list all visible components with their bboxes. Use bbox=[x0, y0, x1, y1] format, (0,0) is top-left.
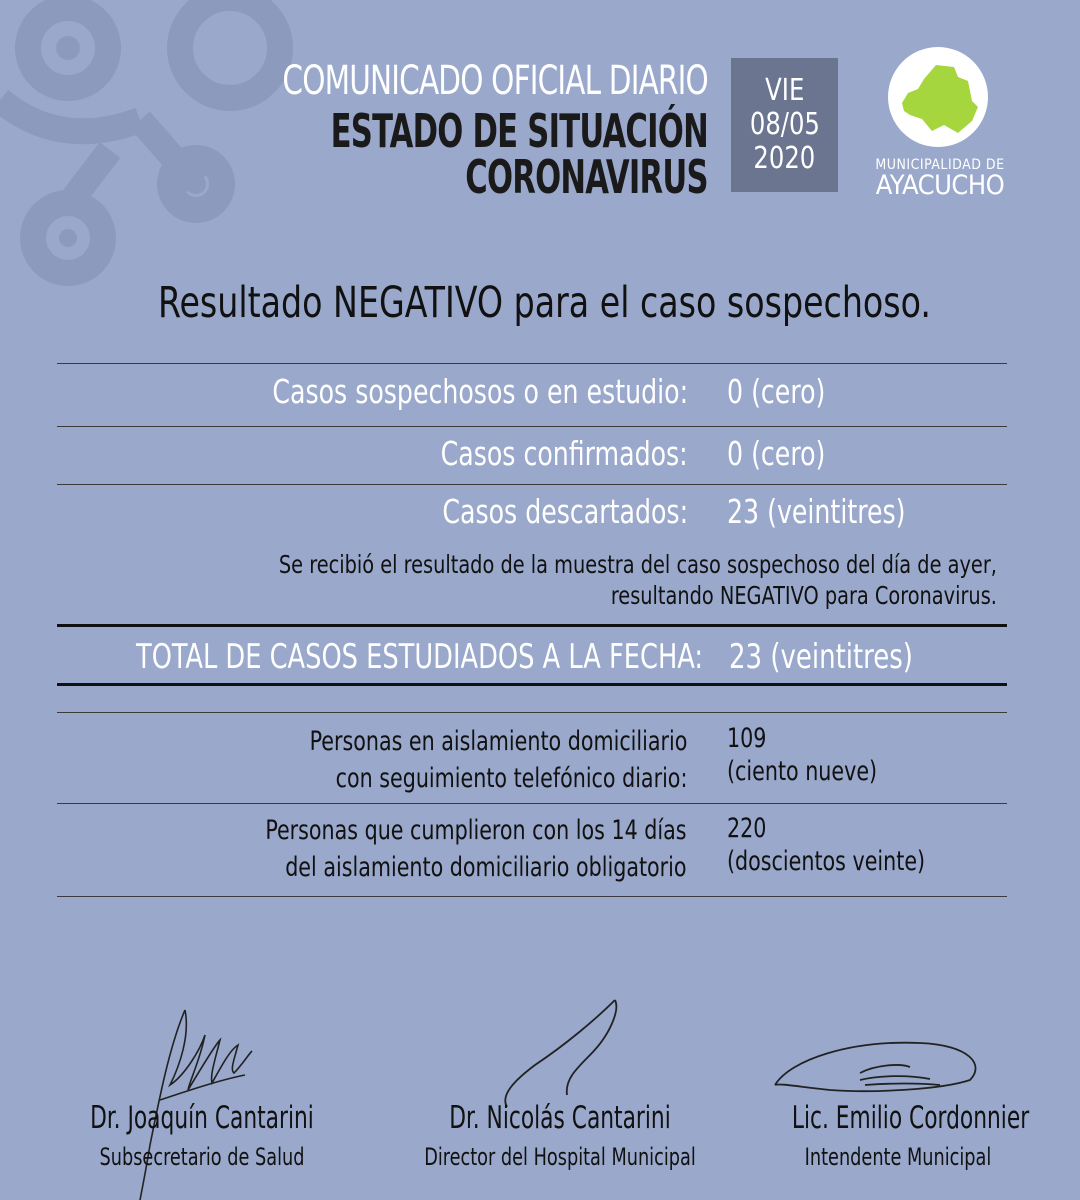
date-badge bbox=[731, 58, 838, 192]
molecule-decoration-icon bbox=[0, 0, 320, 300]
divider bbox=[57, 484, 1007, 485]
logo-municipalidad-text: MUNICIPALIDAD DE bbox=[875, 157, 1005, 173]
isolation-tracked-words: (ciento nueve) bbox=[727, 756, 878, 787]
signature-3-icon bbox=[770, 1035, 985, 1095]
isolation-tracked-label-line2: con seguimiento telefónico diario: bbox=[335, 763, 687, 794]
isolation-completed-value bbox=[727, 812, 925, 878]
isolation-completed-label bbox=[266, 812, 687, 886]
signature-2-role: Director del Hospital Municipal bbox=[424, 1143, 696, 1171]
date-year: 2020 bbox=[753, 141, 816, 176]
divider bbox=[57, 426, 1007, 427]
isolation-tracked-value bbox=[727, 722, 877, 788]
date-daymonth: 08/05 bbox=[749, 107, 820, 142]
cases-discarded-label: Casos descartados: bbox=[442, 492, 688, 531]
signature-3-name: Lic. Emilio Cordonnier bbox=[791, 1100, 1030, 1136]
signature-3-role: Intendente Municipal bbox=[804, 1143, 992, 1171]
header-title-line2: ESTADO DE SITUACIÓN bbox=[330, 104, 708, 158]
isolation-completed-label-line2: del aislamiento domiciliario obligatorio bbox=[285, 852, 687, 883]
divider bbox=[57, 624, 1007, 627]
cases-confirmed-value: 0 (cero) bbox=[727, 434, 826, 473]
divider bbox=[57, 363, 1007, 364]
isolation-tracked-label bbox=[309, 723, 687, 797]
result-note-line2: resultando NEGATIVO para Coronavirus. bbox=[610, 581, 997, 610]
cases-suspected-value: 0 (cero) bbox=[727, 372, 826, 411]
divider bbox=[57, 896, 1007, 897]
total-cases-label: TOTAL DE CASOS ESTUDIADOS A LA FECHA: bbox=[135, 637, 703, 677]
result-note-line1: Se recibió el resultado de la muestra del caso sospechoso del día de ayer, bbox=[278, 550, 997, 579]
cases-confirmed-label: Casos confirmados: bbox=[440, 434, 688, 473]
signature-1-name: Dr. Joaquín Cantarini bbox=[90, 1100, 314, 1136]
signature-2-icon bbox=[495, 995, 635, 1115]
isolation-tracked-label-line1: Personas en aislamiento domiciliario bbox=[309, 726, 687, 757]
logo-ayacucho-text: AYACUCHO bbox=[875, 170, 1005, 201]
date-day: VIE bbox=[764, 73, 805, 108]
signature-2-name: Dr. Nicolás Cantarini bbox=[449, 1100, 671, 1136]
isolation-completed-number: 220 bbox=[727, 813, 767, 844]
cases-suspected-label: Casos sospechosos o en estudio: bbox=[272, 372, 688, 411]
divider bbox=[57, 803, 1007, 804]
result-note bbox=[279, 549, 997, 611]
signature-1-role: Subsecretario de Salud bbox=[99, 1143, 305, 1171]
isolation-completed-words: (doscientos veinte) bbox=[727, 846, 926, 877]
header-title-line1: COMUNICADO OFICIAL DIARIO bbox=[282, 58, 708, 104]
isolation-tracked-number: 109 bbox=[727, 723, 767, 754]
total-cases-value: 23 (veintitres) bbox=[729, 637, 913, 677]
isolation-completed-label-line1: Personas que cumplieron con los 14 días bbox=[265, 815, 687, 846]
header-title-line3: CORONAVIRUS bbox=[465, 150, 708, 204]
cases-discarded-value: 23 (veintitres) bbox=[727, 492, 906, 531]
divider bbox=[57, 683, 1007, 686]
divider bbox=[57, 712, 1007, 713]
page-headline: Resultado NEGATIVO para el caso sospechoso. bbox=[158, 278, 931, 328]
